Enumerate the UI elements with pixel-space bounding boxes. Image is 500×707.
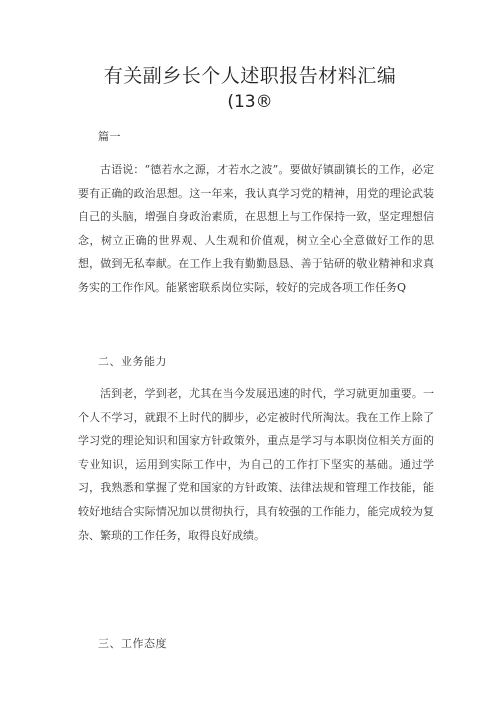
section-paragraph-2: 活到老，学到老，尤其在当今发展迅速的时代，学习就更加重要。一个人不学习，就跟不上时代的脚步，必定被时代所淘汰。我在工作上除了学习党的理论知识和国家方针政策外，重点是学习与本职岗位相关方面的专业知识，运用到实际工作中，为自己的工作打下坚实的基础。通过学习，我熟悉和掌握了党和国家的方针政策、法律法规和管理工作技能，能较好地结合实际情况加以贯彻执行，具有较强的工作能力，能完成较为复杂、繁琐的工作任务，取得良好成绩。 <box>78 387 434 542</box>
section-heading-2: 二、业务能力 <box>98 355 167 368</box>
document-subtitle: (13® <box>227 92 273 112</box>
section-heading-1: 篇一 <box>98 130 121 143</box>
section-paragraph-1: 古语说：“德若水之源，才若水之波”。要做好镇副镇长的工作，必定要有正确的政治思想。这一年来，我认真学习党的精神，用党的理论武装自己的头脑，增强自身政治素质，在思想上与工作保持一致，坚定理想信念，树立正确的世界观、人生观和价值观，树立全心全意做好工作的思想，做到无私奉献。在工作上我有勤勤恳恳、善于钻研的敬业精神和求真务实的工作作风。能紧密联系岗位实际，较好的完成各项工作任务Q <box>78 163 434 294</box>
document-title: 有关副乡长个人述职报告材料汇编 <box>103 65 397 87</box>
section-heading-3: 三、工作态度 <box>98 637 167 650</box>
